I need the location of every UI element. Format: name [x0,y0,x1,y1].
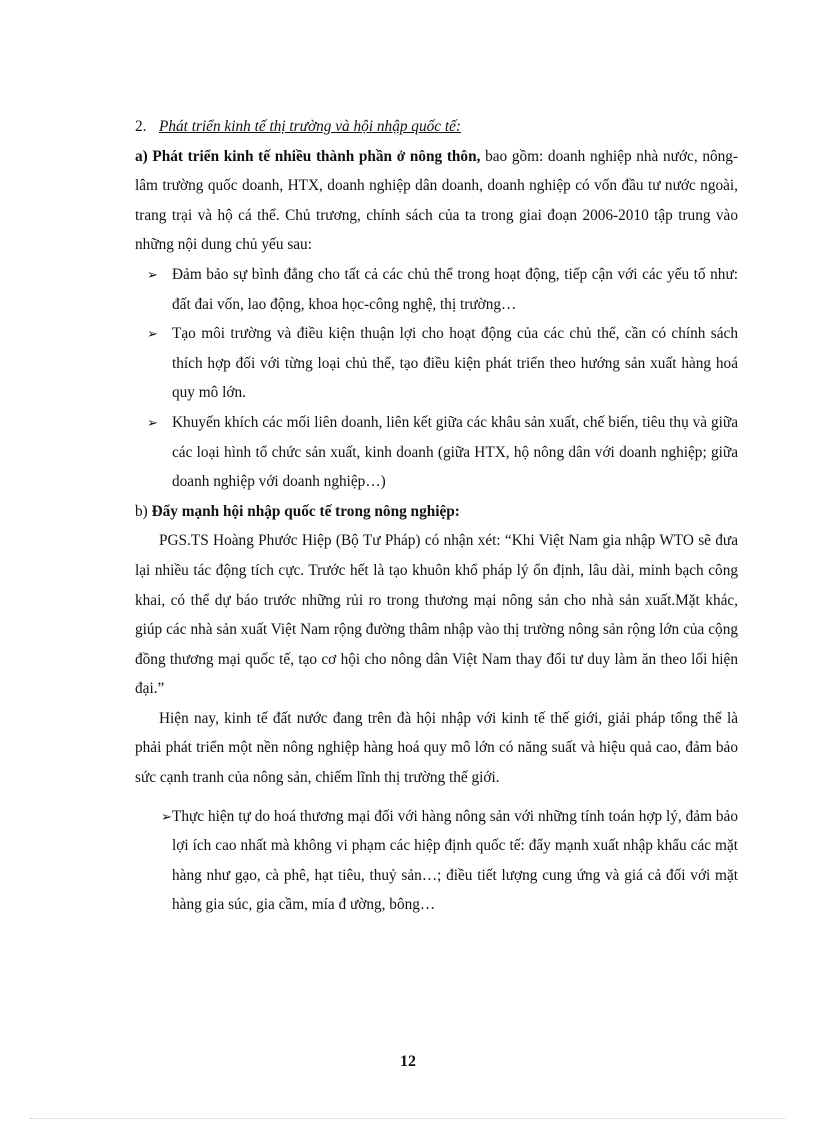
list-item: ➢ Tạo môi trường và điều kiện thuận lợi cho hoạt động của các chủ thể, cần có chính sách thích hợp đối với từng loại chủ thể, tạo điều kiện phát triển theo hướng sản xuất hàng hoá quy mô lớn. [135,319,738,408]
section-title: Phát triển kinh tế thị trường và hội nhập quốc tế: [159,118,462,135]
part-a-paragraph [135,142,738,260]
list-item: ➢ Khuyến khích các mối liên doanh, liên kết giữa các khâu sản xuất, chế biến, tiêu thụ và giữa các loại hình tổ chức sản xuất, kinh doanh (giữa HTX, hộ nông dân với doanh nghiệp; giữa doanh nghiệp với doanh nghiệp…) [135,408,738,497]
part-b-heading: b) Đẩy mạnh hội nhập quốc tế trong nông nghiệp: [135,502,460,520]
arrow-bullet-icon: ➢ [161,808,172,824]
part-a-text: bao gồm: doanh nghiệp nhà nước, nông-lâm trường quốc doanh, HTX, doanh nghiệp dân doanh, doanh nghiệp có vốn đầu tư nước ngoài, trang trại và hộ cá thể. Chủ trương, chính sách của ta trong giai đoạn 2006-2010 tập trung vào những nội dung chủ yếu sau: [135,147,739,254]
arrow-bullet-icon: ➢ [147,414,158,430]
list-item: ➢ Thực hiện tự do hoá thương mại đối với hàng nông sản với những tính toán hợp lý, đảm bảo lợi ích cao nhất mà không vi phạm các hiệp định quốc tế: đẩy mạnh xuất nhập khẩu các mặt hàng như gạo, cà phê, hạt tiêu, thuỷ sản…; điều tiết lượng cung ứng và giá cả đối với mặt hàng gia súc, gia cầm, mía đ ường, bông… [135,802,738,920]
section-heading [135,112,738,142]
part-b-paragraph: Hiện nay, kinh tế đất nước đang trên đà hội nhập với kinh tế thế giới, giải pháp tổng thể là phải phát triển một nền nông nghiệp hàng hoá quy mô lớn có năng suất và hiệu quả cao, đảm bảo sức cạnh tranh của nông sản, chiếm lĩnh thị trường thế giới. [135,709,738,787]
part-b-bullet-list [135,802,738,920]
part-a-bullet-list [135,260,738,497]
page-number: 12 [400,1053,416,1070]
document-page [135,112,738,920]
page-border [30,1118,786,1119]
section-number: 2. [135,118,147,135]
arrow-bullet-icon: ➢ [147,326,158,342]
part-b-quote-paragraph: PGS.TS Hoàng Phước Hiệp (Bộ Tư Pháp) có nhận xét: “Khi Việt Nam gia nhập WTO sẽ đưa lại nhiều tác động tích cực. Trước hết là tạo khuôn khổ pháp lý ổn định, lâu dài, minh bạch công khai, có thể dự báo trước những rủi ro trong thương mại nông sản cho nhà sản xuất.Mặt khác, giúp các nhà sản xuất Việt Nam rộng đường thâm nhập vào thị trường nông sản rộng lớn của cộng đồng thương mại quốc tế, tạo cơ hội cho nông dân Việt Nam thay đổi tư duy làm ăn theo lối hiện đại.” [135,532,738,698]
arrow-bullet-icon: ➢ [147,266,158,282]
list-item: ➢ Đảm bảo sự bình đẳng cho tất cả các chủ thể trong hoạt động, tiếp cận với các yếu tố như: đất đai vốn, lao động, khoa học-công nghệ, thị trường… [135,260,738,319]
part-a-lead: a) Phát triển kinh tế nhiều thành phần ở nông thôn, [135,147,481,165]
part-b-title: Đẩy mạnh hội nhập quốc tế trong nông nghiệp: [151,502,460,520]
